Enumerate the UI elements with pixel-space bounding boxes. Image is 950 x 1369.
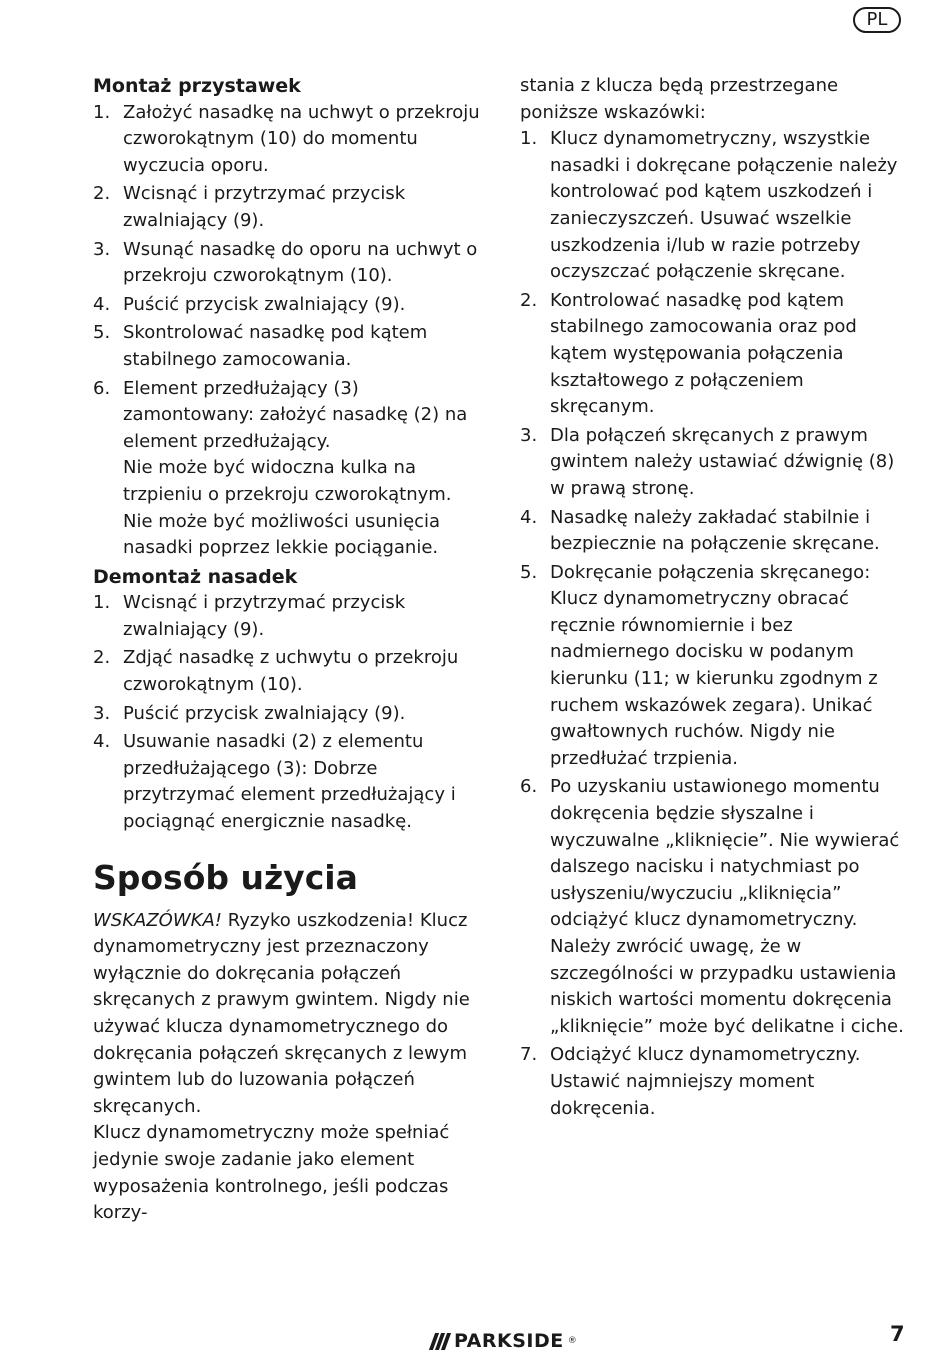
registered-mark: ®	[567, 1336, 578, 1346]
step-text-continued: Nie może być widoczna kulka na trzpieniu o przekroju czworokątnym. Nie może być możliwości usunięcia nasadki poprzez lekkie pociąganie.	[123, 457, 452, 559]
list-item	[93, 376, 485, 562]
list-item	[520, 774, 912, 1040]
page-number: 7	[890, 1322, 905, 1346]
step-text: Dla połączeń skręcanych z prawym gwintem należy ustawiać dźwignię (8) w prawą stronę.	[550, 424, 895, 499]
step-number: 4.	[93, 731, 111, 753]
list-item	[520, 560, 912, 773]
step-text: Wsunąć nasadkę do oporu na uchwyt o przekroju czworokątnym (10).	[123, 238, 478, 287]
logo-slashes-icon	[432, 1333, 448, 1350]
list-item	[93, 100, 485, 180]
step-number: 1.	[520, 128, 538, 150]
step-number: 6.	[93, 377, 111, 399]
list-item	[93, 701, 485, 728]
list-item	[93, 292, 485, 319]
step-number: 2.	[93, 183, 111, 205]
step-number: 3.	[93, 238, 111, 260]
step-text: Usuwanie nasadki (2) z elementu przedłużającego (3): Dobrze przytrzymać element przedłużający i pociągnąć energicznie nasadkę.	[123, 731, 456, 833]
note-label: WSKAZÓWKA!	[93, 909, 222, 931]
step-text: Puścić przycisk zwalniający (9).	[123, 293, 406, 315]
step-text: Puścić przycisk zwalniający (9).	[123, 702, 406, 724]
dismounting-steps-list	[93, 590, 485, 835]
intro-paragraph: stania z klucza będą przestrzegane poniższe wskazówki:	[520, 75, 839, 123]
step-number: 5.	[520, 561, 538, 583]
list-item	[93, 729, 485, 835]
step-text: Wcisnąć i przytrzymać przycisk zwalniający (9).	[123, 592, 406, 640]
step-text: Skontrolować nasadkę pod kątem stabilnego zamocowania.	[123, 322, 428, 370]
parkside-logo	[432, 1327, 577, 1355]
step-number: 1.	[93, 592, 111, 614]
list-item	[520, 1042, 912, 1122]
list-item	[93, 237, 485, 290]
right-column	[520, 73, 912, 1124]
step-number: 4.	[520, 506, 538, 528]
step-number: 3.	[520, 424, 538, 446]
step-text: Dokręcanie połączenia skręcanego: Klucz dynamometryczny obracać ręcznie równomiernie i bez nadmiernego docisku w podanym kierunku (11; w kierunku zgodnym z ruchem wskazówek zegara). Unikać gwałtownych ruchów. Nigdy nie przedłużać trzpienia.	[550, 561, 878, 769]
list-item	[520, 423, 912, 503]
list-item	[93, 645, 485, 698]
step-text: Odciążyć klucz dynamometryczny. Ustawić najmniejszy moment dokręcenia.	[550, 1044, 861, 1119]
step-text: Element przedłużający (3) zamontowany: założyć nasadkę (2) na element przedłużający.	[123, 377, 468, 452]
list-item	[93, 181, 485, 234]
step-text: Kontrolować nasadkę pod kątem stabilnego zamocowania oraz pod kątem występowania połączenia kształtowego z połączeniem skręcanym.	[550, 289, 857, 418]
step-number: 7.	[520, 1044, 538, 1066]
step-number: 3.	[93, 702, 111, 724]
mounting-steps-list	[93, 100, 485, 562]
step-number: 5.	[93, 322, 111, 344]
section-heading-dismounting: Demontaż nasadek	[93, 565, 298, 588]
language-badge: PL	[853, 7, 901, 33]
list-item	[520, 288, 912, 421]
list-item	[93, 590, 485, 643]
step-number: 6.	[520, 776, 538, 798]
section-heading-usage: Sposób użycia	[93, 857, 358, 897]
step-number: 1.	[93, 101, 111, 123]
list-item	[520, 126, 912, 286]
section-heading-mounting: Montaż przystawek	[93, 75, 301, 97]
warning-paragraph	[93, 908, 485, 1121]
step-text: Klucz dynamometryczny, wszystkie nasadki i dokręcane połączenie należy kontrolować pod kątem uszkodzeń i zanieczyszczeń. Usuwać wszelkie uszkodzenia i/lub w razie potrzeby oczyszczać połączenie skręcane.	[550, 128, 898, 283]
brand-name: PARKSIDE	[454, 1330, 564, 1352]
step-text: Po uzyskaniu ustawionego momentu dokręcenia będzie słyszalne i wyczuwalne „kliknięcie”. Nie wywierać dalszego nacisku i natychmiast po usłyszeniu/wyczuciu „kliknięcia” odciążyć klucz dynamometryczny. Należy zwrócić uwagę, że w szczególności w przypadku ustawienia niskich wartości momentu dokręcenia „kliknięcie” może być delikatne i ciche.	[550, 776, 904, 1037]
step-text: Nasadkę należy zakładać stabilnie i bezpiecznie na połączenie skręcane.	[550, 506, 880, 555]
step-number: 4.	[93, 293, 111, 315]
left-column	[93, 73, 485, 1227]
usage-steps-list	[520, 126, 912, 1122]
note-text: Ryzyko uszkodzenia! Klucz dynamometryczny jest przeznaczony wyłącznie do dokręcania połączeń skręcanych z prawym gwintem. Nigdy nie używać klucza dynamometrycznego do dokręcania połączeń skręcanych z lewym gwintem lub do luzowania połączeń skręcanych.	[93, 909, 470, 1117]
list-item	[93, 320, 485, 373]
body-paragraph: Klucz dynamometryczny może spełniać jedynie swoje zadanie jako element wyposażenia kontrolnego, jeśli podczas korzy-	[93, 1122, 450, 1224]
step-number: 2.	[93, 647, 111, 669]
step-text: Wcisnąć i przytrzymać przycisk zwalniający (9).	[123, 183, 406, 231]
list-item	[520, 505, 912, 558]
step-text: Zdjąć nasadkę z uchwytu o przekroju czworokątnym (10).	[123, 647, 459, 696]
step-number: 2.	[520, 289, 538, 311]
step-text: Założyć nasadkę na uchwyt o przekroju czworokątnym (10) do momentu wyczucia oporu.	[123, 101, 480, 176]
